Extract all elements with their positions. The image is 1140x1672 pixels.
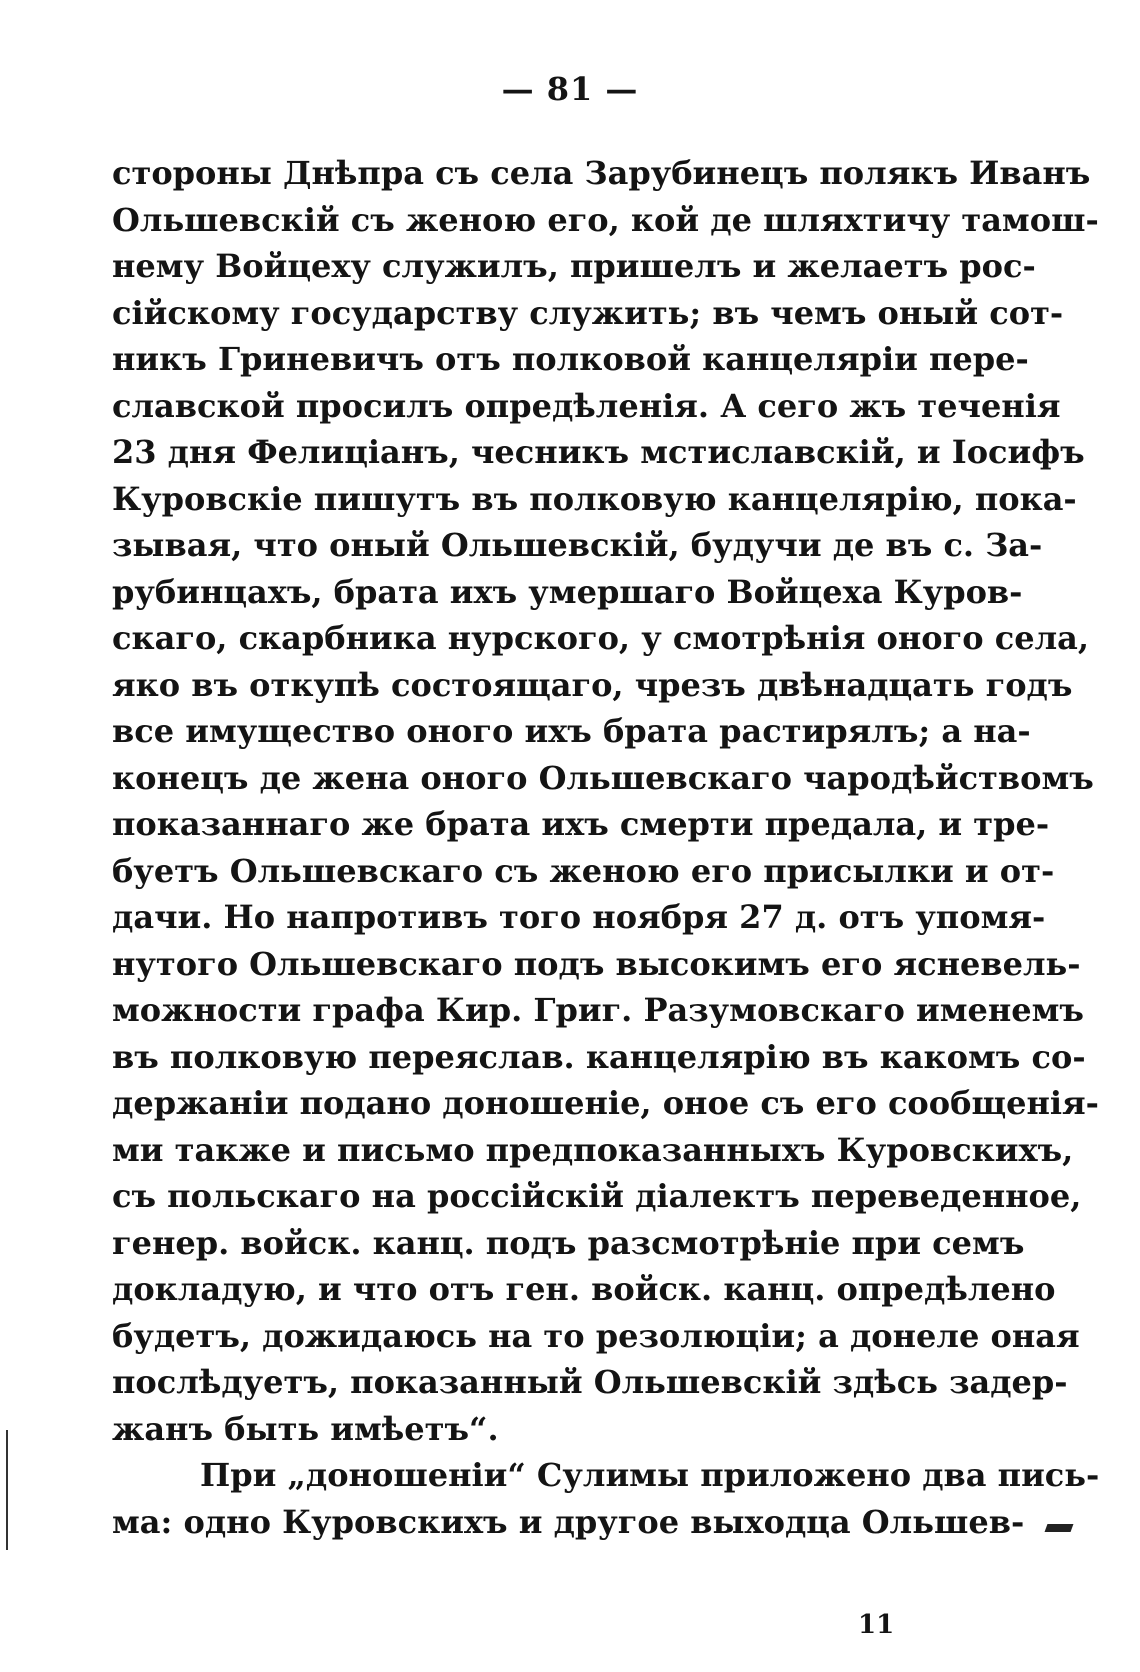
text-line: 23 дня Фелиціанъ, чесникъ мстиславскій, и Іосифъ: [112, 433, 1085, 471]
text-line: ма: одно Куровскихъ и другое выходца Ольшев-: [112, 1502, 1025, 1541]
text-line: послѣдуетъ, показанный Ольшевскій здѣсь задер-: [112, 1363, 1068, 1401]
left-edge-rule: [6, 1430, 8, 1550]
signature-mark: 11: [858, 1610, 895, 1640]
text-line: нему Войцеху служилъ, пришелъ и желаетъ рос-: [112, 247, 1036, 285]
text-line: показаннаго же брата ихъ смерти предала, и тре-: [112, 805, 1050, 843]
text-line: въ полковую переяслав. канцелярію въ какомъ со-: [112, 1037, 1086, 1076]
text-line: будетъ, дожидаюсь на то резолюціи; а донеле оная: [112, 1316, 1080, 1355]
text-line: зывая, что оный Ольшевскій, будучи де въ с. За-: [112, 526, 1043, 564]
text-line: никъ Гриневичъ отъ полковой канцеляріи пере-: [112, 340, 1029, 378]
text-line: съ польскаго на россійскій діалектъ переведенное,: [112, 1177, 1082, 1215]
text-line: Ольшевскій съ женою его, кой де шляхтичу тамош-: [112, 200, 1099, 239]
text-line: можности графа Кир. Григ. Разумовскаго именемъ: [112, 991, 1084, 1029]
text-line: нутого Ольшевскаго подъ высокимъ его ясневель-: [112, 944, 1081, 983]
text-line: генер. войск. канц. подъ разсмотрѣніе при семъ: [112, 1223, 1025, 1262]
text-line: Куровскіе пишутъ въ полковую канцелярію, пока-: [112, 479, 1077, 518]
text-line: стороны Днѣпра съ села Зарубинецъ полякъ Иванъ: [112, 154, 1091, 192]
text-line: ми также и письмо предпоказанныхъ Куровскихъ,: [112, 1130, 1074, 1169]
text-line: конецъ де жена оного Ольшевскаго чародѣйствомъ: [112, 758, 1094, 797]
text-line-paragraph-end: жанъ быть имѣетъ“.: [112, 1409, 499, 1448]
text-line: все имущество оного ихъ брата растирялъ; а на-: [112, 712, 1031, 750]
text-line: держаніи подано доношеніе, оное съ его сообщенія-: [112, 1084, 1099, 1122]
scan-mark: [1045, 1524, 1074, 1532]
text-line: славской просилъ опредѣленія. А сего жъ теченія: [112, 386, 1061, 425]
text-line: рубинцахъ, брата ихъ умершаго Войцеха Куров-: [112, 572, 1023, 611]
body-text: [112, 150, 1100, 1545]
text-line: докладую, и что отъ ген. войск. канц. опредѣлено: [112, 1270, 1056, 1308]
text-line-paragraph-start: При „доношеніи“ Сулимы приложено два пись-: [200, 1456, 1100, 1494]
text-line: дачи. Но напротивъ того ноября 27 д. отъ упомя-: [112, 898, 1046, 936]
page-header-number: — 81 —: [501, 70, 639, 108]
text-line: скаго, скарбника нурского, у смотрѣнія оного села,: [112, 619, 1089, 657]
text-line: буетъ Ольшевскаго съ женою его присылки и от-: [112, 851, 1055, 890]
text-line: сійскому государству служить; въ чемъ оный сот-: [112, 293, 1064, 332]
text-line: яко въ откупѣ состоящаго, чрезъ двѣнадцать годъ: [112, 665, 1073, 704]
